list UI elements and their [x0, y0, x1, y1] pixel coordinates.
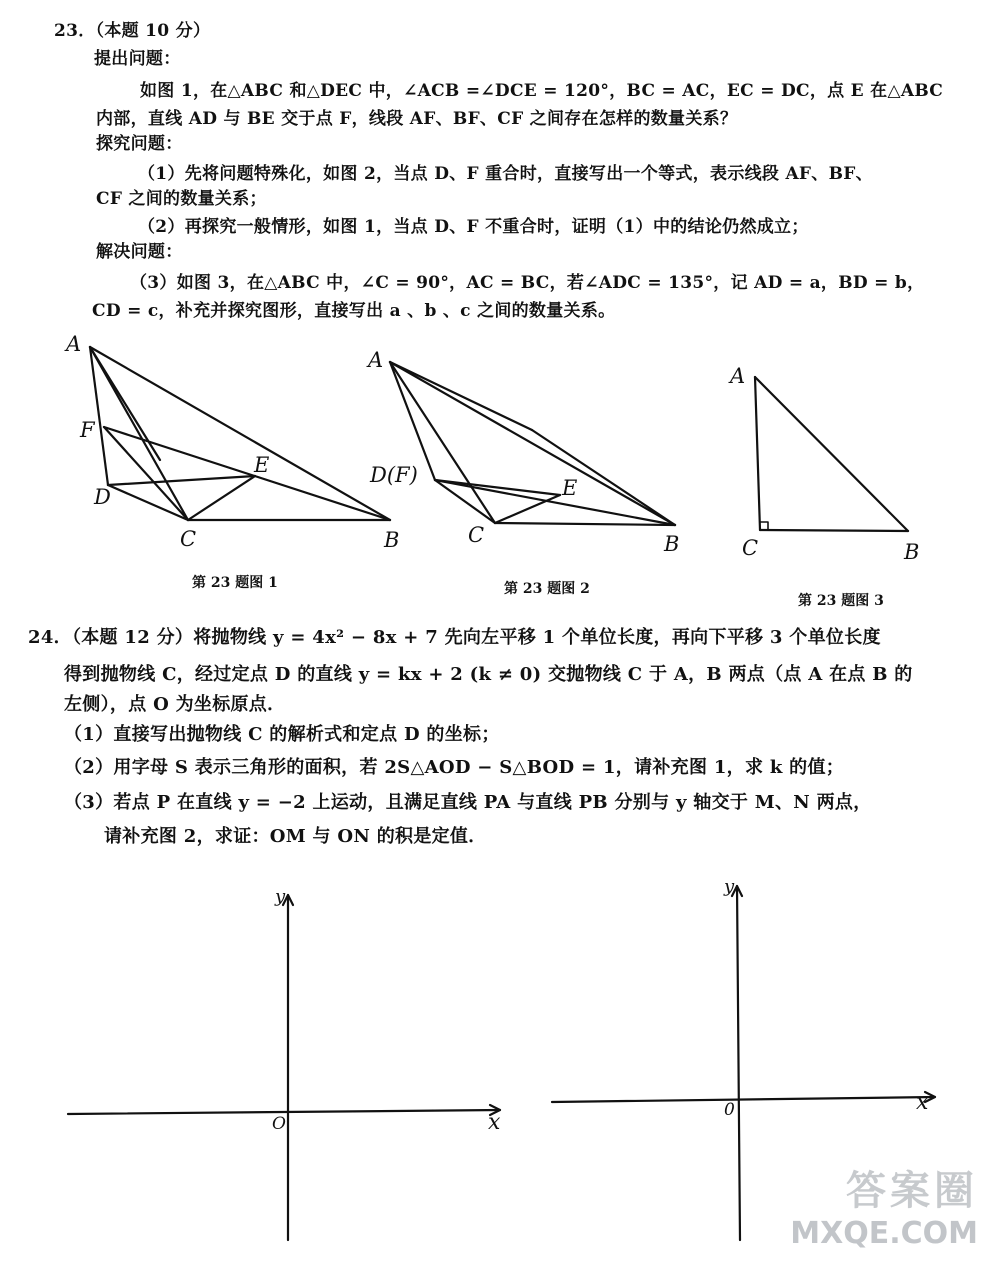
watermark-line-1: 答案圈 — [846, 1168, 978, 1214]
q24-line-3: 左侧），点 O 为坐标原点． — [64, 694, 286, 715]
axes2-y-label: y — [724, 876, 735, 897]
fig1-caption: 第 23 题图 1 — [192, 575, 278, 591]
figure-1-drawing — [90, 347, 390, 520]
watermark-logo — [790, 1159, 978, 1251]
fig1-label-f: F — [80, 418, 95, 442]
q24-line-1: 24．（本题 12 分）将抛物线 y = 4x² − 8x + 7 先向左平移 1 个单位长度，再向下平移 3 个单位长度 — [28, 627, 881, 648]
axes1-y-label: y — [275, 886, 286, 907]
fig1-label-e: E — [254, 453, 270, 477]
q24-line-5: （2）用字母 S 表示三角形的面积，若 2S△AOD − S△BOD = 1，请补充图 1，求 k 的值； — [64, 757, 845, 778]
figure-3-drawing — [755, 377, 908, 531]
fig2-label-e: E — [562, 476, 578, 500]
q24-line-4: （1）直接写出抛物线 C 的解析式和定点 D 的坐标； — [64, 724, 500, 745]
q23-line-6: CF 之间的数量关系； — [96, 189, 267, 209]
q24-line-2: 得到抛物线 C，经过定点 D 的直线 y = kx + 2 (k ≠ 0) 交抛物线 C 于 A，B 两点（点 A 在点 B 的 — [64, 664, 913, 685]
q23-line-4: 探究问题： — [96, 134, 183, 154]
fig1-label-d: D — [94, 485, 111, 509]
q23-header: 23．（本题 10 分） — [54, 21, 211, 41]
axes1-origin-label: O — [272, 1114, 286, 1134]
q24-line-6: （3）若点 P 在直线 y = −2 上运动，且满足直线 PA 与直线 PB 分别与 y 轴交于 M、N 两点， — [64, 792, 872, 813]
q23-line-9: （3）如图 3，在△ABC 中，∠C = 90°，AC = BC，若∠ADC = 135°，记 AD = a，BD = b， — [130, 273, 925, 293]
axes-1-drawing — [68, 895, 500, 1240]
fig3-label-a: A — [730, 364, 746, 388]
fig3-label-c: C — [742, 536, 759, 560]
figure-2-drawing — [390, 362, 675, 525]
watermark-line-2: MXQE.COM — [790, 1216, 978, 1251]
fig1-label-c: C — [180, 527, 197, 551]
q23-line-8: 解决问题： — [96, 242, 183, 262]
fig2-label-a: A — [368, 348, 384, 372]
fig2-caption: 第 23 题图 2 — [504, 581, 590, 597]
fig3-label-b: B — [904, 540, 920, 564]
q23-line-10: CD = c，补充并探究图形，直接写出 a 、b 、c 之间的数量关系。 — [92, 301, 616, 321]
fig3-caption: 第 23 题图 3 — [798, 593, 884, 609]
axes2-x-label: x — [916, 1090, 929, 1115]
fig2-label-df: D(F) — [370, 463, 418, 487]
axes1-x-label: x — [488, 1110, 501, 1135]
fig1-label-a: A — [66, 332, 82, 356]
q23-line-2: 如图 1，在△ABC 和△DEC 中，∠ACB =∠DCE = 120°，BC = AC，EC = DC，点 E 在△ABC — [140, 81, 944, 101]
q23-line-1: 提出问题： — [94, 49, 181, 69]
q23-line-7: （2）再探究一般情形，如图 1，当点 D、F 不重合时，证明（1）中的结论仍然成立； — [138, 217, 809, 237]
fig2-label-b: B — [664, 532, 680, 556]
q24-line-7: 请补充图 2，求证：OM 与 ON 的积是定值． — [104, 826, 487, 847]
q23-line-3: 内部，直线 AD 与 BE 交于点 F，线段 AF、BF、CF 之间存在怎样的数量关系？ — [96, 109, 738, 129]
fig1-label-b: B — [384, 528, 400, 552]
q23-line-5: （1）先将问题特殊化，如图 2，当点 D、F 重合时，直接写出一个等式，表示线段 AF、BF、 — [138, 164, 873, 184]
axes2-origin-label: 0 — [724, 1100, 735, 1120]
fig2-label-c: C — [468, 523, 485, 547]
